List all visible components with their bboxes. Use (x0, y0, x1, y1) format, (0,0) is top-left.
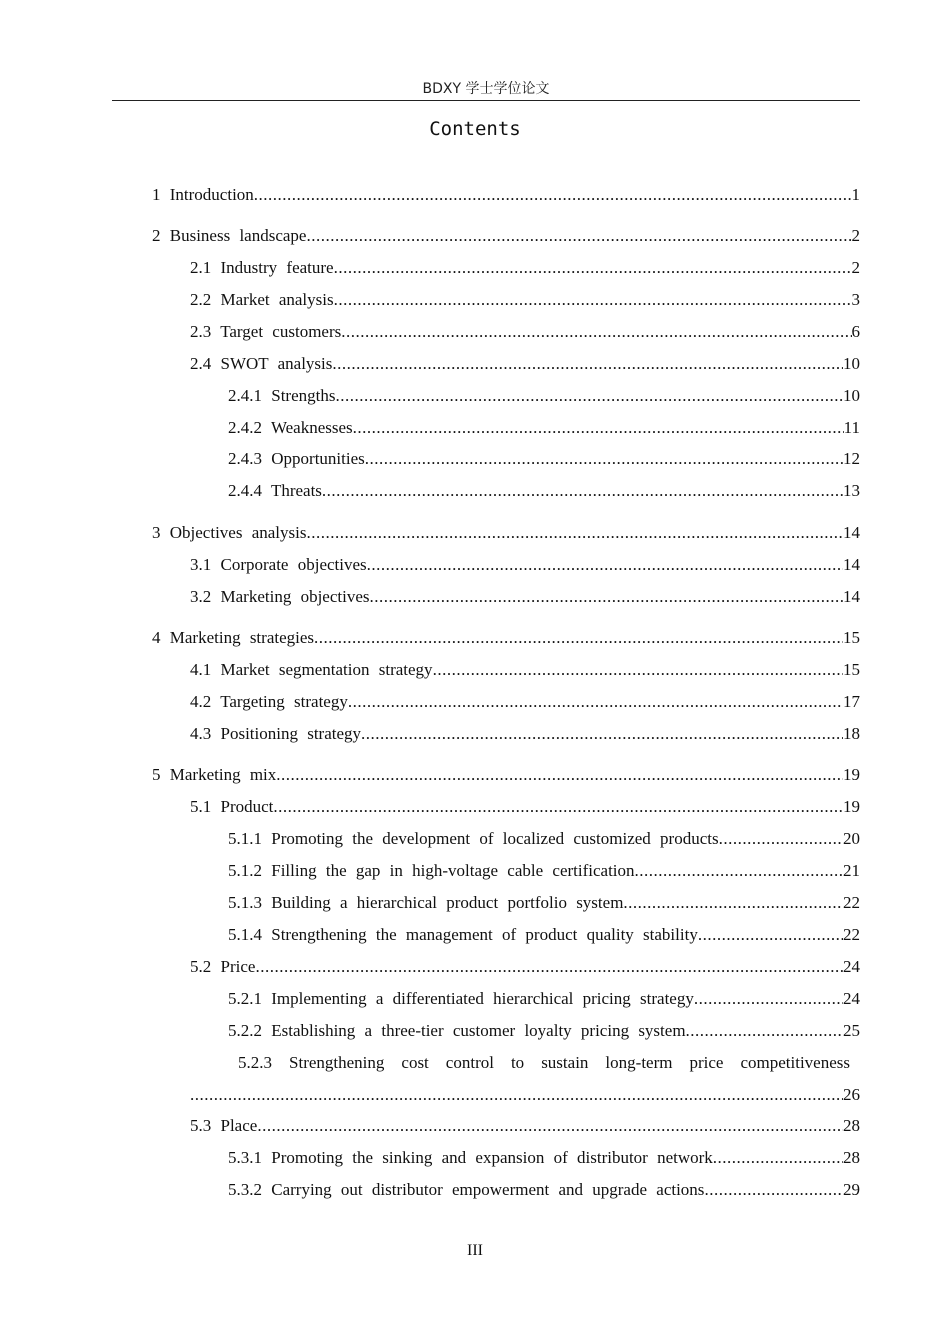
toc-entry[interactable]: 4.2 Targeting strategy ..... 17 (190, 692, 860, 716)
toc-entry[interactable]: 4.3 Positioning strategy ..... 18 (190, 724, 860, 748)
toc-entry-wrapped-leader[interactable]: ..... 26 (190, 1085, 860, 1109)
toc-entry[interactable]: 2.3 Target customers ..... 6 (190, 322, 860, 346)
header-rule (112, 100, 860, 101)
toc-entry[interactable]: 5.1.2 Filling the gap in high-voltage cable certification ..... 21 (228, 861, 860, 885)
toc-entry[interactable]: 2.2 Market analysis ..... 3 (190, 290, 860, 314)
toc-entry[interactable]: 2.4.3 Opportunities ..... 12 (228, 449, 860, 473)
toc-entry[interactable]: 2.1 Industry feature ..... 2 (190, 258, 860, 282)
toc-entry-wrapped-label[interactable]: 5.2.3 Strengthening cost control to sustain long-term price competitiveness (238, 1053, 850, 1072)
toc-entry[interactable]: 4.1 Market segmentation strategy ..... 15 (190, 660, 860, 684)
toc-entry[interactable]: 5 Marketing mix ..... 19 (152, 765, 860, 789)
toc-entry[interactable]: 2.4.4 Threats ..... 13 (228, 481, 860, 505)
toc-entry[interactable]: 3.2 Marketing objectives ..... 14 (190, 587, 860, 611)
toc-entry[interactable]: 2.4.2 Weaknesses ..... 11 (228, 418, 860, 442)
toc-entry[interactable]: 5.1 Product ..... 19 (190, 797, 860, 821)
toc-entry[interactable]: 5.3.1 Promoting the sinking and expansion of distributor network ..... 28 (228, 1148, 860, 1172)
toc-entry[interactable]: 3.1 Corporate objectives ..... 14 (190, 555, 860, 579)
toc-entry[interactable]: 5.3 Place ..... 28 (190, 1116, 860, 1140)
page-number: III (467, 1242, 483, 1259)
toc-entry[interactable]: 5.2.2 Establishing a three-tier customer loyalty pricing system ..... 25 (228, 1021, 860, 1045)
page-title: Contents (429, 118, 521, 140)
toc-entry[interactable]: 5.1.4 Strengthening the management of product quality stability ..... 22 (228, 925, 860, 949)
toc-entry[interactable]: 4 Marketing strategies ..... 15 (152, 628, 860, 652)
toc-entry[interactable]: 5.1.1 Promoting the development of localized customized products ..... 20 (228, 829, 860, 853)
toc-entry[interactable]: 2.4.1 Strengths ..... 10 (228, 386, 860, 410)
toc-entry[interactable]: 5.2 Price ..... 24 (190, 957, 860, 981)
toc-entry[interactable]: 2.4 SWOT analysis ..... 10 (190, 354, 860, 378)
toc-entry[interactable]: 5.1.3 Building a hierarchical product portfolio system ..... 22 (228, 893, 860, 917)
toc-entry[interactable]: 5.2.1 Implementing a differentiated hierarchical pricing strategy ..... 24 (228, 989, 860, 1013)
toc-entry[interactable]: 2 Business landscape ..... 2 (152, 226, 860, 250)
toc-entry[interactable]: 1 Introduction ..... 1 (152, 185, 860, 209)
running-header: BDXY 学士学位论文 (422, 81, 550, 97)
toc-entry[interactable]: 5.3.2 Carrying out distributor empowerment and upgrade actions ..... 29 (228, 1180, 860, 1204)
toc-entry[interactable]: 3 Objectives analysis ..... 14 (152, 523, 860, 547)
